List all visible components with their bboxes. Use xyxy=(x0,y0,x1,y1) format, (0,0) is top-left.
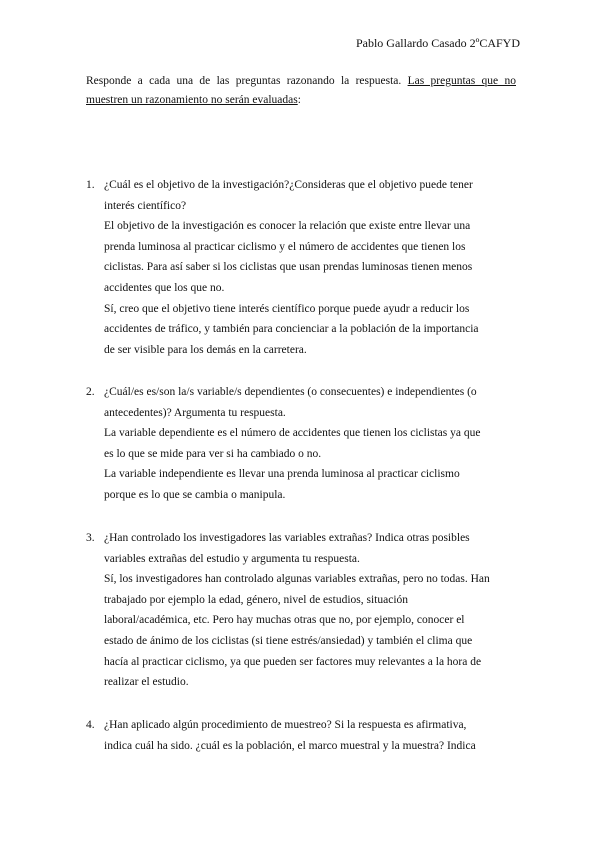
answer-text-line: accidentes de tráfico, y también para concienciar a la población de la importancia xyxy=(104,323,479,336)
instructions-text: Responde a cada una de las preguntas razonando la respuesta. xyxy=(86,75,408,87)
answer-text-line: trabajado por ejemplo la edad, género, nivel de estudios, situación xyxy=(104,593,409,606)
answer-text-line: Sí, los investigadores han controlado algunas variables extrañas, pero no todas. Han xyxy=(104,573,490,586)
answer-text-line: ciclistas. Para así saber si los ciclistas que usan prendas luminosas tienen menos xyxy=(104,261,473,274)
question-number: 2. xyxy=(86,386,95,398)
answer-text-line: laboral/académica, etc. Pero hay muchas otras que no, por ejemplo, conocer el xyxy=(104,614,465,627)
answer-text-line: accidentes que los que no. xyxy=(104,281,225,294)
question-4 xyxy=(86,715,518,756)
answer-text-line: estado de ánimo de los ciclistas (si tiene estrés/ansiedad) y también el clima que xyxy=(104,634,473,647)
answer-text-line: de ser visible para los demás en la carretera. xyxy=(104,343,307,356)
question-2 xyxy=(86,382,518,506)
instructions-end: : xyxy=(297,94,301,106)
question-text-line: indica cuál ha sido. ¿cuál es la población, el marco muestral y la muestra? Indica xyxy=(104,739,476,752)
answer-text-line: La variable dependiente es el número de accidentes que tienen los ciclistas ya que xyxy=(104,427,481,440)
question-text-line: ¿Cuál es el objetivo de la investigación?¿Consideras que el objetivo puede tener xyxy=(104,179,473,191)
question-3 xyxy=(86,528,518,693)
answer-text-line: realizar el estudio. xyxy=(104,676,189,689)
answer-text-line: Sí, creo que el objetivo tiene interés científico porque puede ayudr a reducir los xyxy=(104,302,470,315)
question-1 xyxy=(86,175,518,360)
question-text-line: antecedentes)? Argumenta tu respuesta. xyxy=(104,406,286,419)
answer-text-line: hacía al practicar ciclismo, ya que pueden ser factores muy relevantes a la hora de xyxy=(104,655,482,668)
question-number: 1. xyxy=(86,179,95,191)
document-author-header: Pablo Gallardo Casado 2ºCAFYD xyxy=(355,36,520,50)
answer-text-line: prenda luminosa al practicar ciclismo y el número de accidentes que tienen los xyxy=(104,240,466,253)
question-number: 3. xyxy=(86,532,95,544)
question-text-line: ¿Han controlado los investigadores las variables extrañas? Indica otras posibles xyxy=(104,532,470,544)
question-text-line: ¿Han aplicado algún procedimiento de muestreo? Si la respuesta es afirmativa, xyxy=(104,719,467,731)
instructions-paragraph xyxy=(86,72,516,110)
answer-text-line: El objetivo de la investigación es conocer la relación que existe entre llevar una xyxy=(104,220,471,233)
question-text-line: ¿Cuál/es es/son la/s variable/s dependientes (o consecuentes) e independientes (o xyxy=(104,386,477,398)
instructions-warning: Las preguntas que no muestren un razonamiento no serán evaluadas xyxy=(86,75,516,106)
question-number: 4. xyxy=(86,719,95,731)
answer-text-line: porque es lo que se cambia o manipula. xyxy=(104,488,286,501)
question-text-line: interés científico? xyxy=(104,199,187,212)
question-text-line: variables extrañas del estudio y argumenta tu respuesta. xyxy=(104,552,360,565)
answer-text-line: La variable independiente es llevar una prenda luminosa al practicar ciclismo xyxy=(104,468,460,481)
answer-text-line: es lo que se mide para ver si ha cambiado o no. xyxy=(104,447,322,460)
